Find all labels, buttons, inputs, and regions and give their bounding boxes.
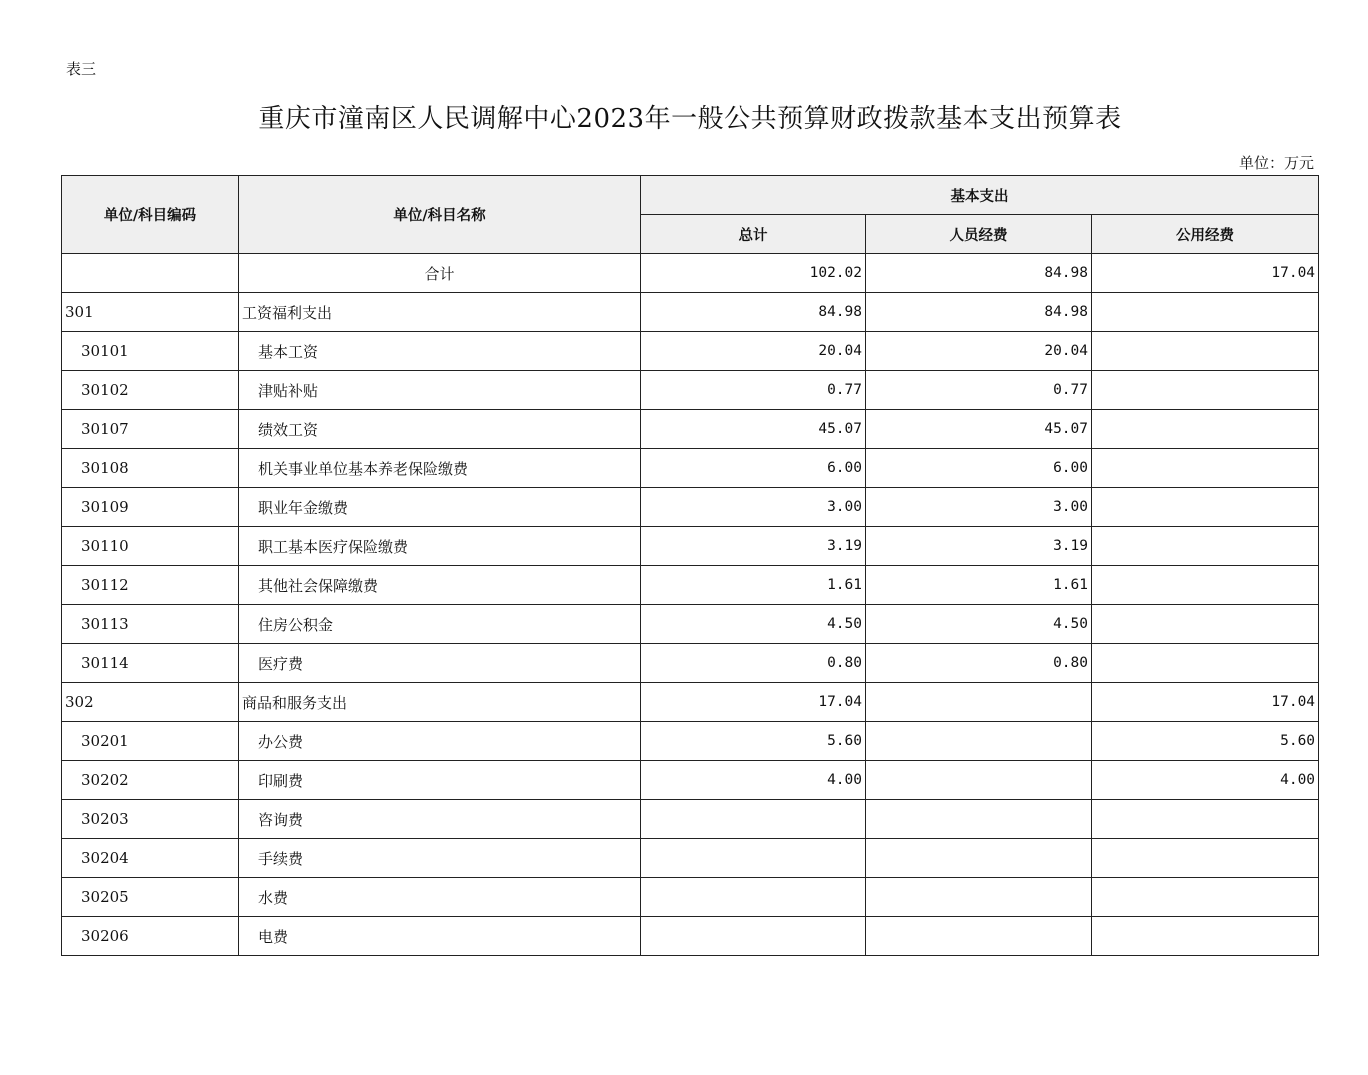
header-public: 公用经费 xyxy=(1092,215,1319,254)
cell-total: 20.04 xyxy=(641,332,866,371)
cell-name: 其他社会保障缴费 xyxy=(239,566,641,605)
cell-code: 30107 xyxy=(62,410,239,449)
table-row xyxy=(62,293,1319,332)
cell-personnel: 4.50 xyxy=(866,605,1092,644)
cell-public xyxy=(1092,371,1319,410)
cell-public xyxy=(1092,410,1319,449)
header-basic-expenditure: 基本支出 xyxy=(641,176,1319,215)
table-row xyxy=(62,254,1319,293)
table-header xyxy=(62,176,1319,254)
cell-total xyxy=(641,917,866,956)
cell-code: 30114 xyxy=(62,644,239,683)
cell-total: 3.00 xyxy=(641,488,866,527)
cell-code: 30202 xyxy=(62,761,239,800)
cell-name: 咨询费 xyxy=(239,800,641,839)
cell-personnel: 84.98 xyxy=(866,293,1092,332)
table-row xyxy=(62,800,1319,839)
table-row xyxy=(62,839,1319,878)
cell-total: 45.07 xyxy=(641,410,866,449)
cell-public xyxy=(1092,644,1319,683)
cell-total xyxy=(641,878,866,917)
cell-personnel: 20.04 xyxy=(866,332,1092,371)
cell-personnel: 1.61 xyxy=(866,566,1092,605)
table-row xyxy=(62,371,1319,410)
cell-public xyxy=(1092,839,1319,878)
cell-code: 30206 xyxy=(62,917,239,956)
cell-personnel: 45.07 xyxy=(866,410,1092,449)
cell-personnel xyxy=(866,800,1092,839)
cell-code: 30203 xyxy=(62,800,239,839)
cell-code: 30204 xyxy=(62,839,239,878)
header-personnel: 人员经费 xyxy=(866,215,1092,254)
cell-name: 合计 xyxy=(239,254,641,293)
cell-name: 工资福利支出 xyxy=(239,293,641,332)
cell-public: 4.00 xyxy=(1092,761,1319,800)
cell-personnel: 3.19 xyxy=(866,527,1092,566)
cell-personnel: 84.98 xyxy=(866,254,1092,293)
cell-personnel xyxy=(866,722,1092,761)
cell-total: 3.19 xyxy=(641,527,866,566)
cell-name: 职工基本医疗保险缴费 xyxy=(239,527,641,566)
cell-public xyxy=(1092,293,1319,332)
cell-name: 基本工资 xyxy=(239,332,641,371)
cell-name: 绩效工资 xyxy=(239,410,641,449)
cell-personnel xyxy=(866,917,1092,956)
cell-code: 301 xyxy=(62,293,239,332)
cell-name: 住房公积金 xyxy=(239,605,641,644)
cell-name: 商品和服务支出 xyxy=(239,683,641,722)
cell-personnel: 0.77 xyxy=(866,371,1092,410)
table-row xyxy=(62,722,1319,761)
table-row xyxy=(62,488,1319,527)
cell-public xyxy=(1092,566,1319,605)
cell-name: 手续费 xyxy=(239,839,641,878)
cell-total: 0.77 xyxy=(641,371,866,410)
cell-public xyxy=(1092,605,1319,644)
cell-total: 0.80 xyxy=(641,644,866,683)
cell-public xyxy=(1092,878,1319,917)
table-row xyxy=(62,683,1319,722)
cell-total: 4.00 xyxy=(641,761,866,800)
cell-personnel: 6.00 xyxy=(866,449,1092,488)
table-label: 表三 xyxy=(66,60,97,78)
header-code: 单位/科目编码 xyxy=(62,176,239,254)
cell-public: 17.04 xyxy=(1092,683,1319,722)
table-row xyxy=(62,917,1319,956)
cell-code: 30101 xyxy=(62,332,239,371)
cell-code: 30102 xyxy=(62,371,239,410)
table-row xyxy=(62,878,1319,917)
cell-public xyxy=(1092,332,1319,371)
cell-total xyxy=(641,839,866,878)
table-row xyxy=(62,566,1319,605)
cell-code: 302 xyxy=(62,683,239,722)
cell-personnel: 3.00 xyxy=(866,488,1092,527)
table-row xyxy=(62,527,1319,566)
cell-total: 17.04 xyxy=(641,683,866,722)
cell-name: 电费 xyxy=(239,917,641,956)
cell-personnel xyxy=(866,839,1092,878)
cell-total: 84.98 xyxy=(641,293,866,332)
cell-name: 津贴补贴 xyxy=(239,371,641,410)
table-row xyxy=(62,410,1319,449)
cell-total xyxy=(641,800,866,839)
cell-public xyxy=(1092,800,1319,839)
cell-public xyxy=(1092,449,1319,488)
table-row xyxy=(62,761,1319,800)
header-name: 单位/科目名称 xyxy=(239,176,641,254)
header-total: 总计 xyxy=(641,215,866,254)
cell-total: 6.00 xyxy=(641,449,866,488)
cell-name: 水费 xyxy=(239,878,641,917)
cell-total: 1.61 xyxy=(641,566,866,605)
cell-code: 30110 xyxy=(62,527,239,566)
cell-code: 30109 xyxy=(62,488,239,527)
cell-name: 医疗费 xyxy=(239,644,641,683)
cell-name: 职业年金缴费 xyxy=(239,488,641,527)
cell-personnel xyxy=(866,683,1092,722)
page-title: 重庆市潼南区人民调解中心2023年一般公共预算财政拨款基本支出预算表 xyxy=(258,104,1122,134)
budget-table xyxy=(61,175,1319,956)
cell-code: 30205 xyxy=(62,878,239,917)
cell-personnel xyxy=(866,878,1092,917)
cell-code: 30112 xyxy=(62,566,239,605)
unit-label: 单位：万元 xyxy=(1238,154,1314,172)
cell-public xyxy=(1092,917,1319,956)
cell-total: 5.60 xyxy=(641,722,866,761)
cell-personnel xyxy=(866,761,1092,800)
cell-code xyxy=(62,254,239,293)
cell-name: 机关事业单位基本养老保险缴费 xyxy=(239,449,641,488)
cell-public xyxy=(1092,527,1319,566)
cell-code: 30201 xyxy=(62,722,239,761)
cell-public: 5.60 xyxy=(1092,722,1319,761)
cell-total: 4.50 xyxy=(641,605,866,644)
cell-public: 17.04 xyxy=(1092,254,1319,293)
table-row xyxy=(62,449,1319,488)
table-body xyxy=(62,254,1319,956)
cell-name: 印刷费 xyxy=(239,761,641,800)
cell-public xyxy=(1092,488,1319,527)
cell-name: 办公费 xyxy=(239,722,641,761)
table-row xyxy=(62,644,1319,683)
cell-code: 30108 xyxy=(62,449,239,488)
cell-personnel: 0.80 xyxy=(866,644,1092,683)
table-row xyxy=(62,605,1319,644)
table-row xyxy=(62,332,1319,371)
cell-code: 30113 xyxy=(62,605,239,644)
cell-total: 102.02 xyxy=(641,254,866,293)
